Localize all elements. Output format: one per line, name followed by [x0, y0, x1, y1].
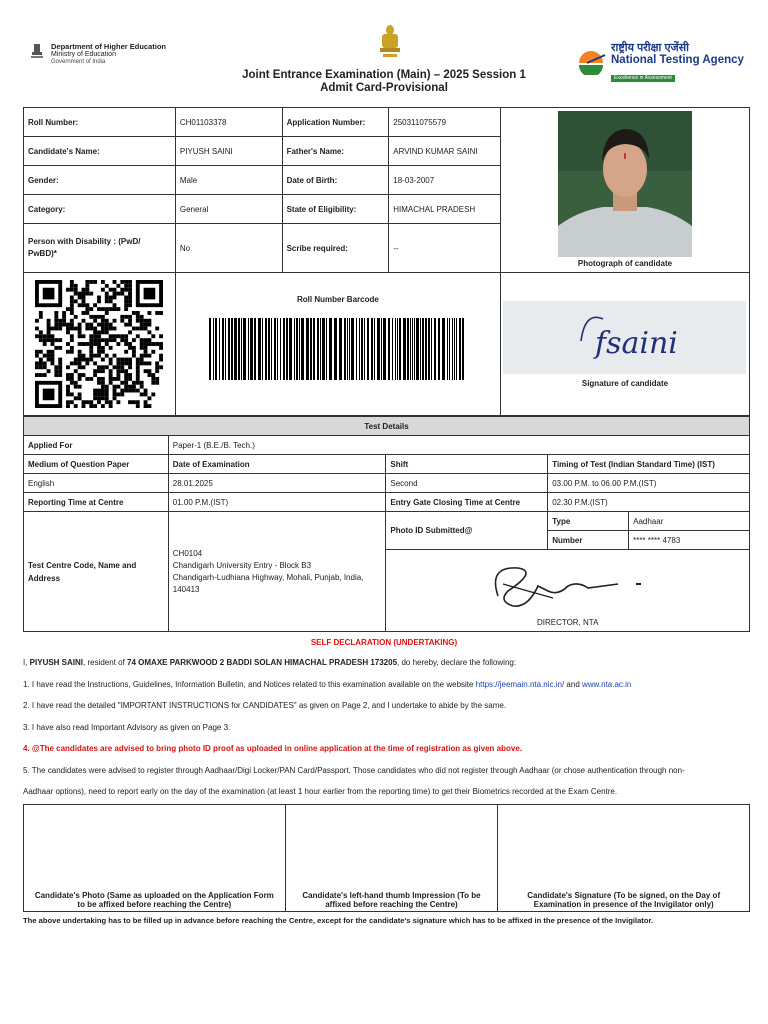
barcode-cell	[175, 273, 500, 416]
signature-caption: Signature of candidate	[581, 379, 669, 388]
test-details-table	[23, 416, 750, 632]
number-value: **** **** 4783	[629, 531, 750, 550]
medium-label: Medium of Question Paper	[24, 455, 169, 474]
signature-cell	[500, 273, 749, 416]
nta-english-name: National Testing Agency	[611, 54, 744, 66]
number-label: Number	[548, 531, 629, 550]
photo-cell	[500, 108, 749, 273]
moe-line1: Department of Higher Education	[51, 42, 167, 51]
nta-link[interactable]: www.nta.ac.in	[582, 680, 632, 689]
qr-code-icon	[32, 280, 166, 408]
pwd-label: Person with Disability : (PwD/ PwBD)*	[24, 224, 176, 273]
sign-box: Candidate's Signature (To be signed, on the Day of Examination in presence of the Invigilator only)	[498, 805, 750, 912]
declaration-point-5a: 5. The candidates were advised to register through Aadhaar/Digi Locker/PAN Card/Passport. Those candidates who did not register through Aadhaar (or chose authentication through non-	[23, 766, 685, 775]
gate-value: 02.30 P.M.(IST)	[548, 493, 750, 512]
timing-label: Timing of Test (Indian Standard Time) (IST)	[548, 455, 750, 474]
director-cell	[386, 550, 750, 632]
scribe-value: --	[389, 224, 501, 273]
category-label: Category:	[24, 195, 176, 224]
name-value: PIYUSH SAINI	[175, 137, 282, 166]
centre-label: Test Centre Code, Name and Address	[24, 512, 169, 632]
national-emblem-icon	[28, 42, 46, 64]
moe-line3: Government of India	[51, 59, 106, 65]
undertaking-boxes	[23, 804, 750, 912]
signature-text: fsaini	[594, 326, 678, 361]
qr-cell	[24, 273, 176, 416]
timing-value: 03.00 P.M. to 06.00 P.M.(IST)	[548, 474, 750, 493]
applied-value: Paper-1 (B.E./B. Tech.)	[168, 436, 749, 455]
admit-card-title: Admit Card-Provisional	[320, 82, 448, 94]
candidate-details-table	[23, 107, 750, 416]
father-label: Father's Name:	[282, 137, 389, 166]
roll-label: Roll Number:	[24, 108, 176, 137]
barcode-label: Roll Number Barcode	[297, 295, 379, 304]
declaration-point-4: 4. @The candidates are advised to bring photo ID proof as uploaded in online application at the time of registration as given above.	[23, 744, 522, 753]
moe-line2: Ministry of Education	[51, 51, 116, 58]
gender-label: Gender:	[24, 166, 176, 195]
state-value: HIMACHAL PRADESH	[389, 195, 501, 224]
dob-label: Date of Birth:	[282, 166, 389, 195]
director-label: DIRECTOR, NTA	[536, 618, 599, 627]
nta-hindi-name: राष्ट्रीय परीक्षा एजेंसी	[611, 42, 689, 54]
gender-value: Male	[175, 166, 282, 195]
photo-box: Candidate's Photo (Same as uploaded on the Application Form to be affixed before reaching the Centre)	[24, 805, 286, 912]
declaration-intro	[23, 657, 753, 669]
declaration-heading: SELF DECLARATION (UNDERTAKING)	[310, 638, 458, 647]
ministry-logo	[28, 42, 166, 66]
thumb-box: Candidate's left-hand thumb Impression (To be affixed before reaching the Centre)	[285, 805, 498, 912]
gate-label: Entry Gate Closing Time at Centre	[386, 493, 548, 512]
intro-mid: , resident of	[83, 658, 128, 667]
page-header	[0, 0, 768, 100]
reporting-label: Reporting Time at Centre	[24, 493, 169, 512]
name-label: Candidate's Name:	[24, 137, 176, 166]
declaration-point-3: 3. I have also read Important Advisory as given on Page 3.	[23, 723, 231, 732]
date-label: Date of Examination	[168, 455, 386, 474]
centre-code: CH0104	[172, 548, 203, 558]
roll-value: CH01103378	[175, 108, 282, 137]
centre-addr1: Chandigarh-Ludhiana Highway, Mohali, Punjab, India,	[172, 572, 364, 582]
state-label: State of Eligibility:	[282, 195, 389, 224]
p1-and: and	[564, 680, 582, 689]
emblem-icon	[376, 24, 404, 60]
test-details-heading: Test Details	[24, 417, 750, 436]
intro-post: , do hereby, declare the following:	[397, 658, 517, 667]
jeemain-link[interactable]: https://jeemain.nta.nic.in/	[475, 680, 565, 689]
type-value: Aadhaar	[629, 512, 750, 531]
dob-value: 18-03-2007	[389, 166, 501, 195]
pwd-value: No	[175, 224, 282, 273]
medium-value: English	[24, 474, 169, 493]
date-value: 28.01.2025	[168, 474, 386, 493]
reporting-value: 01.00 P.M.(IST)	[168, 493, 386, 512]
roll-barcode-icon	[209, 318, 467, 380]
director-signature	[478, 556, 658, 618]
centre-addr2: 140413	[172, 584, 200, 594]
photoid-label: Photo ID Submitted@	[386, 512, 548, 550]
shift-label: Shift	[386, 455, 548, 474]
nta-tagline: Excellence in Assessment	[611, 75, 675, 82]
app-label: Application Number:	[282, 108, 389, 137]
category-value: General	[175, 195, 282, 224]
exam-title: Joint Entrance Examination (Main) – 2025 Session 1	[242, 69, 526, 81]
intro-pre: I,	[23, 658, 30, 667]
scribe-label: Scribe required:	[282, 224, 389, 273]
candidate-signature	[503, 301, 746, 374]
type-label: Type	[548, 512, 629, 531]
p1-text: 1. I have read the Instructions, Guidelines, Information Bulletin, and Notices related to this examination available on the website	[23, 680, 476, 689]
centre-address	[168, 512, 386, 632]
candidate-photo	[558, 111, 692, 257]
declaration-point-1	[23, 679, 753, 691]
declaration-point-2: 2. I have read the detailed "IMPORTANT INSTRUCTIONS for CANDIDATES" as given on Page 2, and I undertake to abide by the same.	[23, 701, 507, 710]
father-value: ARVIND KUMAR SAINI	[389, 137, 501, 166]
intro-address: 74 OMAXE PARKWOOD 2 BADDI SOLAN HIMACHAL PRADESH 173205	[127, 658, 398, 667]
declaration-point-5b: Aadhaar options), need to report early on the day of the examination (at least 1 hour earlier from the reporting time) to get their Biometrics recorded at the Exam Centre.	[23, 787, 618, 796]
photo-caption: Photograph of candidate	[577, 259, 673, 268]
intro-name: PIYUSH SAINI	[29, 658, 84, 667]
centre-name: Chandigarh University Entry - Block B3	[172, 560, 312, 570]
shift-value: Second	[386, 474, 548, 493]
applied-label: Applied For	[24, 436, 169, 455]
app-value: 250311075579	[389, 108, 501, 137]
footer-note: The above undertaking has to be filled up in advance before reaching the Centre, except for the candidate's signature which has to be affixed in the presence of the Invigilator.	[23, 916, 654, 925]
